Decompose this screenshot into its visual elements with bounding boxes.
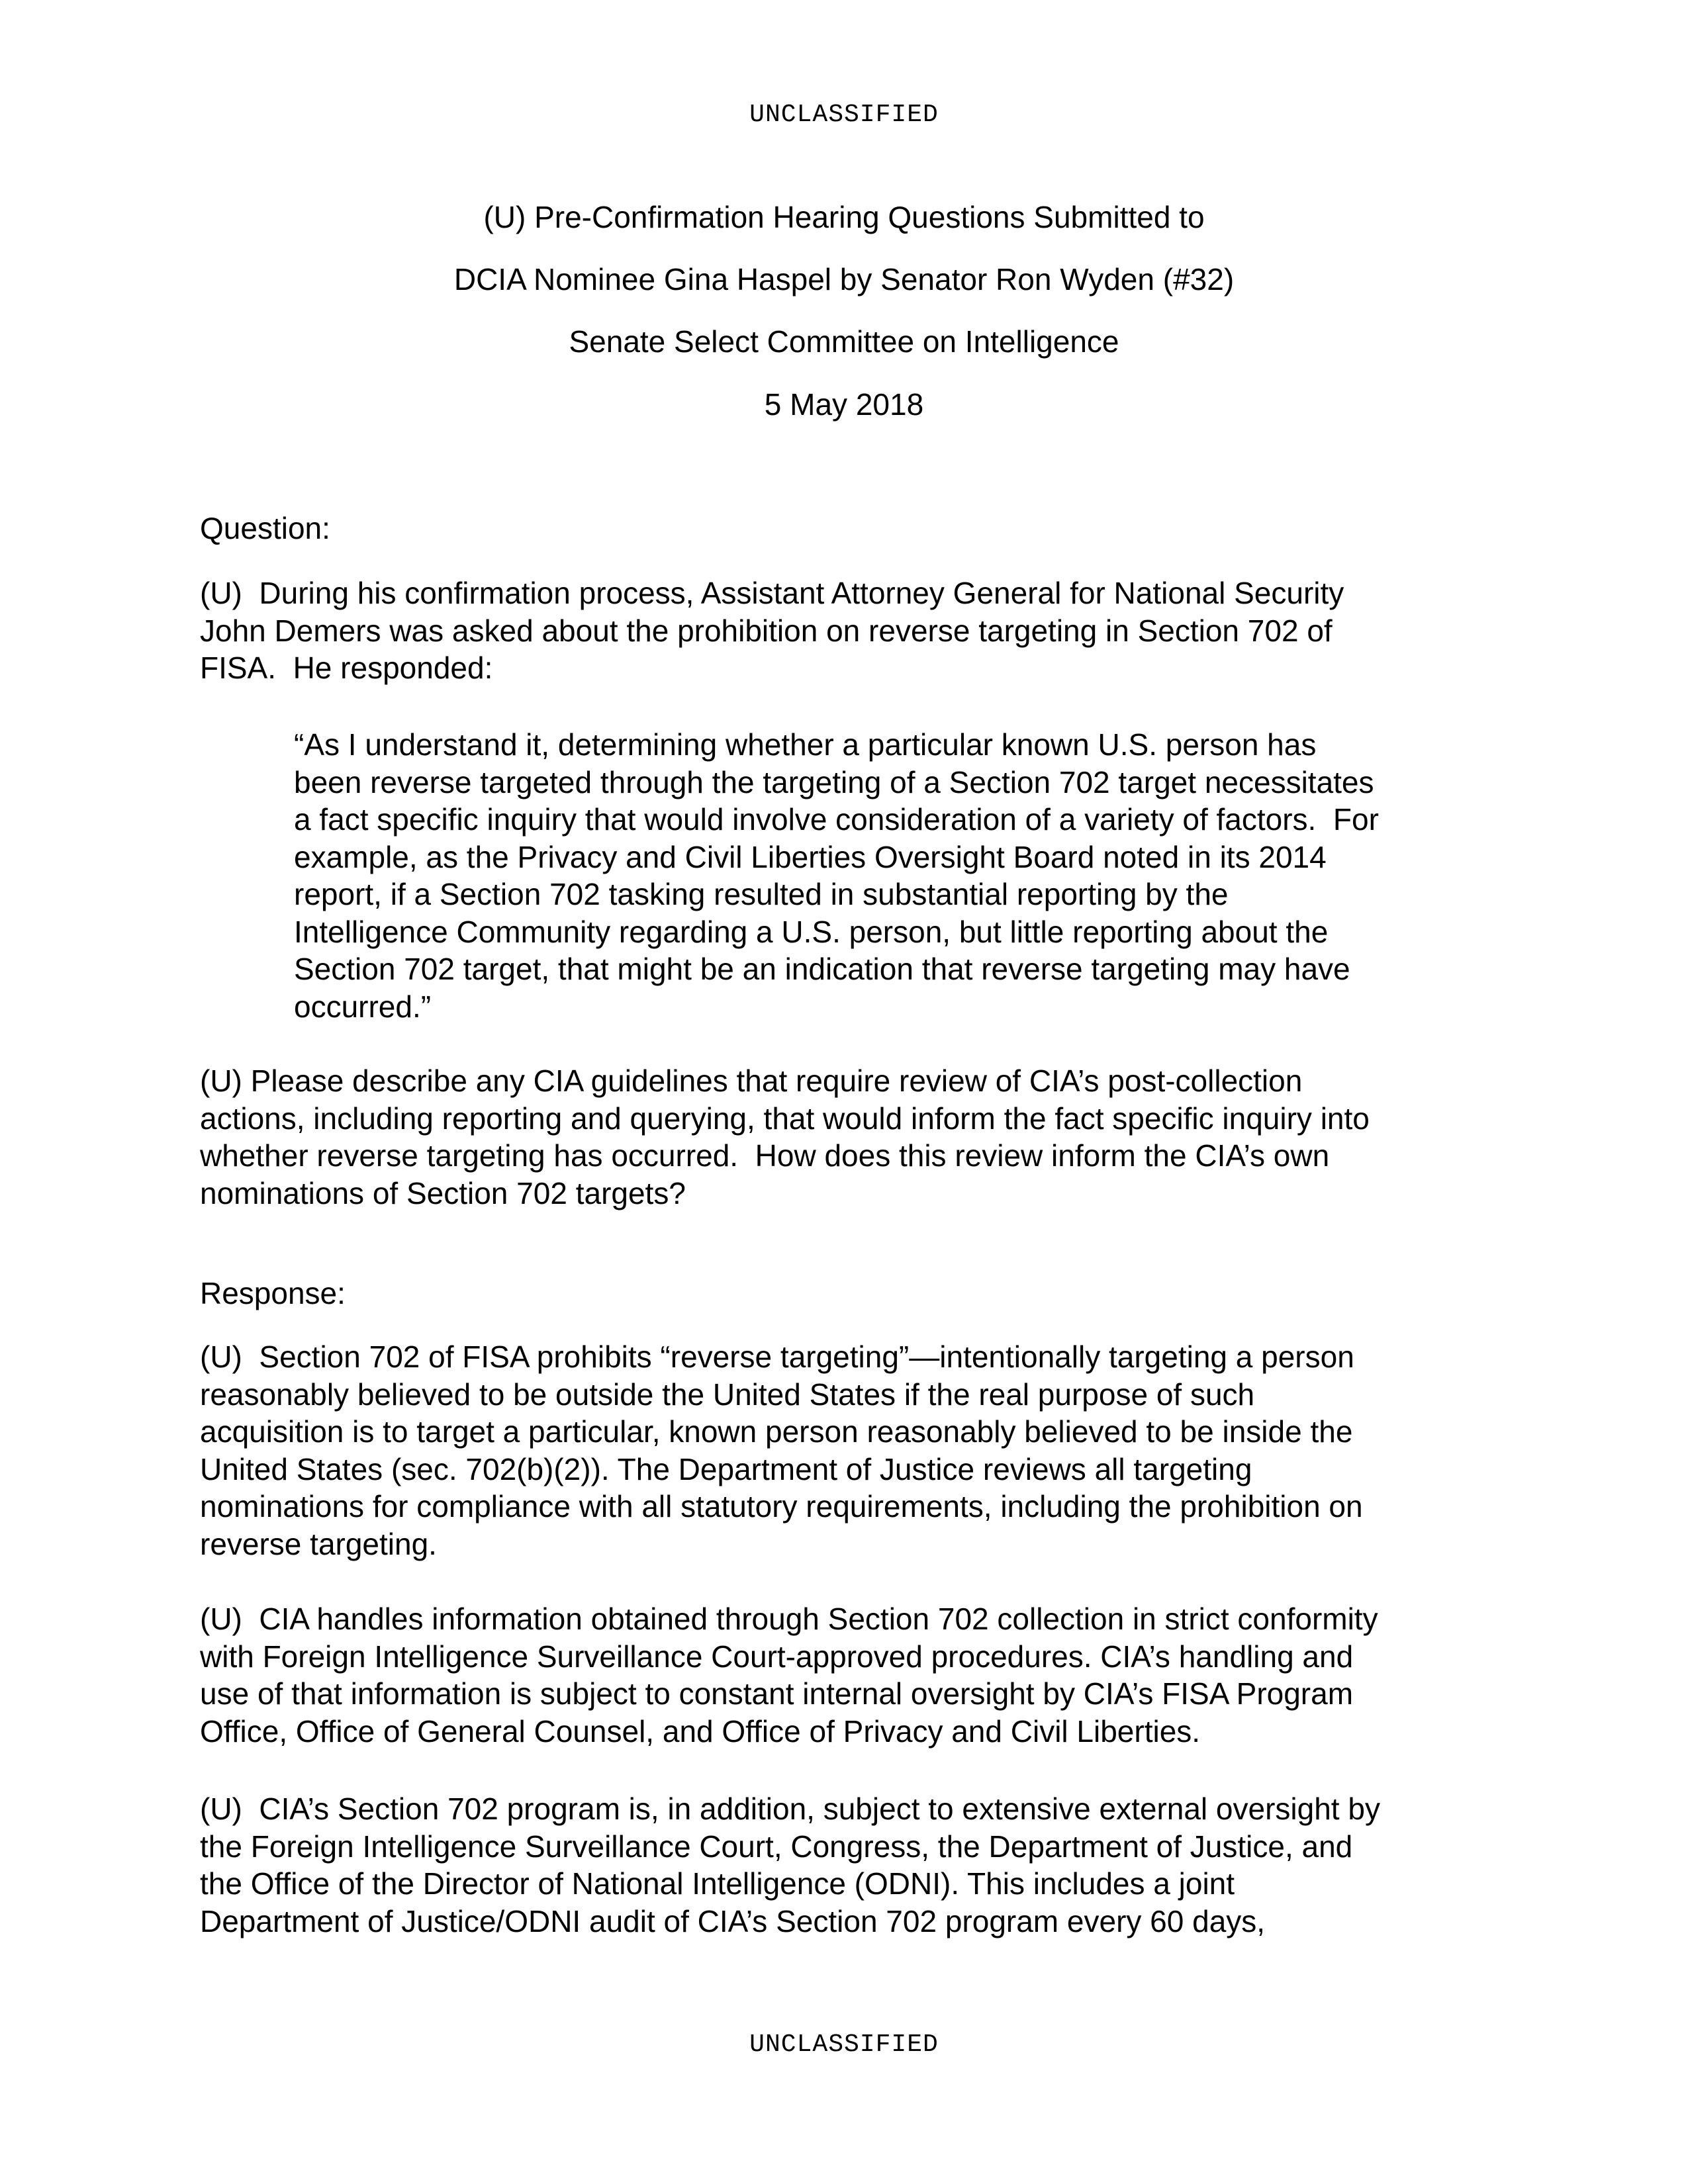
- text-line: Office, Office of General Counsel, and Office of Privacy and Civil Liberties.: [200, 1713, 1201, 1749]
- classification-footer: UNCLASSIFIED: [749, 2030, 939, 2059]
- text-line: the Foreign Intelligence Surveillance Court, Congress, the Department of Justice, and: [200, 1829, 1353, 1864]
- response-label: Response:: [200, 1276, 346, 1310]
- text-line: Department of Justice/ODNI audit of CIA’s Section 702 program every 60 days,: [200, 1903, 1266, 1938]
- text-line: been reverse targeted through the targeting of a Section 702 target necessitates: [294, 764, 1374, 799]
- text-line: Section 702 target, that might be an indication that reverse targeting may have: [294, 952, 1350, 986]
- text-line: a fact specific inquiry that would involve consideration of a variety of factors. For: [294, 802, 1379, 837]
- quote-block: [294, 726, 1379, 1025]
- text-line: (U) Section 702 of FISA prohibits “reverse targeting”—intentionally targeting a person: [200, 1340, 1354, 1374]
- text-line: John Demers was asked about the prohibition on reverse targeting in Section 702 of: [200, 613, 1333, 648]
- text-line: nominations of Section 702 targets?: [200, 1175, 686, 1210]
- text-line: the Office of the Director of National Intelligence (ODNI). This includes a joint: [200, 1866, 1235, 1901]
- title-date: 5 May 2018: [764, 387, 924, 422]
- title-line-1: (U) Pre-Confirmation Hearing Questions Submitted to: [483, 200, 1205, 234]
- text-line: report, if a Section 702 tasking resulted in substantial reporting by the: [294, 877, 1229, 911]
- text-line: (U) Please describe any CIA guidelines that require review of CIA’s post-collection: [200, 1064, 1303, 1098]
- text-line: use of that information is subject to constant internal oversight by CIA’s FISA Program: [200, 1676, 1354, 1711]
- title-line-3: Senate Select Committee on Intelligence: [569, 324, 1119, 359]
- response-paragraph-3: [200, 1790, 1380, 1940]
- text-line: whether reverse targeting has occurred. How does this review inform the CIA’s own: [200, 1138, 1330, 1173]
- text-line: United States (sec. 702(b)(2)). The Department of Justice reviews all targeting: [200, 1451, 1252, 1486]
- text-line: with Foreign Intelligence Surveillance Court-approved procedures. CIA’s handling and: [200, 1639, 1354, 1674]
- text-line: reasonably believed to be outside the United States if the real purpose of such: [200, 1377, 1255, 1412]
- question-label: Question:: [200, 511, 330, 545]
- text-line: “As I understand it, determining whether a particular known U.S. person has: [294, 727, 1317, 762]
- text-line: FISA. He responded:: [200, 651, 493, 685]
- text-line: nominations for compliance with all statutory requirements, including the prohibition on: [200, 1489, 1363, 1524]
- classification-header: UNCLASSIFIED: [749, 101, 939, 129]
- question-intro: [200, 574, 1344, 687]
- text-line: occurred.”: [294, 989, 432, 1024]
- text-line: reverse targeting.: [200, 1526, 437, 1561]
- response-paragraph-1: [200, 1338, 1363, 1563]
- title-line-2: DCIA Nominee Gina Haspel by Senator Ron Wyden (#32): [453, 262, 1235, 296]
- text-line: (U) During his confirmation process, Assistant Attorney General for National Security: [200, 576, 1344, 610]
- question-ask: [200, 1062, 1370, 1212]
- response-paragraph-2: [200, 1600, 1378, 1750]
- text-line: acquisition is to target a particular, known person reasonably believed to be inside the: [200, 1414, 1353, 1449]
- text-line: Intelligence Community regarding a U.S. person, but little reporting about the: [294, 914, 1329, 949]
- text-line: example, as the Privacy and Civil Liberties Oversight Board noted in its 2014: [294, 839, 1327, 874]
- text-line: (U) CIA’s Section 702 program is, in addition, subject to extensive external oversight by: [200, 1792, 1380, 1826]
- text-line: actions, including reporting and querying, that would inform the fact specific inquiry into: [200, 1101, 1370, 1136]
- text-line: (U) CIA handles information obtained through Section 702 collection in strict conformity: [200, 1602, 1378, 1636]
